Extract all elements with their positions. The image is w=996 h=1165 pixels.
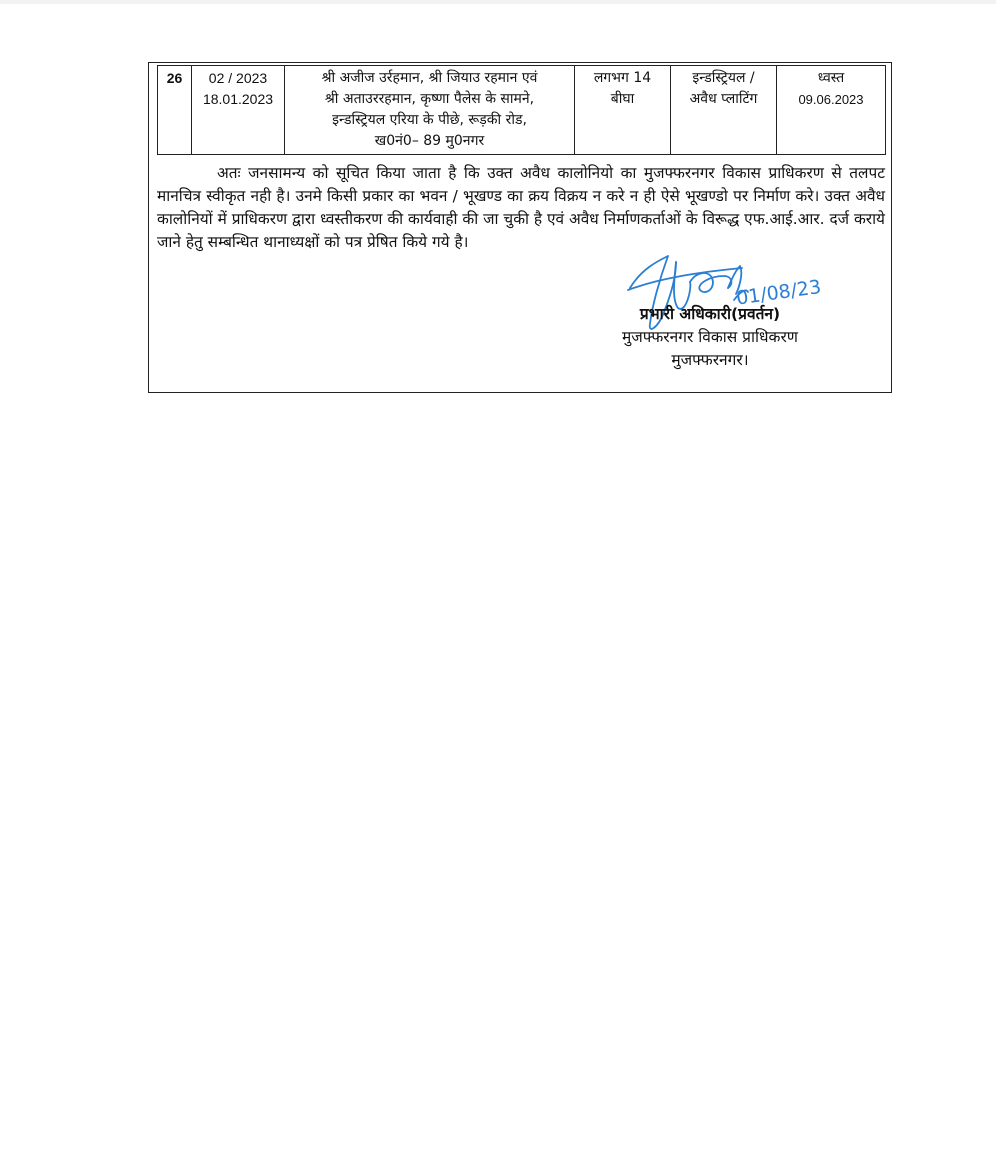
plot-type-line: इन्डस्ट्रियल / xyxy=(692,70,755,86)
plot-type-cell xyxy=(671,66,777,155)
owner-line: इन्डस्ट्रियल एरिया के पीछे, रूड़की रोड, xyxy=(332,112,527,128)
area-line: लगभग 14 xyxy=(593,70,652,86)
area-cell xyxy=(575,66,671,155)
public-notice-paragraph: अतः जनसामन्य को सूचित किया जाता है कि उक्त अवैध कालोनियो का मुजफ्फरनगर विकास प्राधिकरण से तलपट मानचित्र स्वीकृत नही है। उनमे किसी प्रकार का भवन / भूखण्ड का क्रय विक्रय न करे न ही ऐसे भूखण्डो पर निर्माण करे। उक्त अवैध कालोनियों में प्राधिकरण द्वारा ध्वस्तीकरण की कार्यवाही की जा चुकी है एवं अवैध निर्माणकर्ताओं के विरूद्ध एफ.आई.आर. दर्ज कराये जाने हेतु सम्बन्धित थानाध्यक्षों को पत्र प्रेषित किये गये है। xyxy=(157,164,885,251)
signatory-city: मुजफ्फरनगर। xyxy=(671,351,749,369)
reference-number: 02 / 2023 xyxy=(208,70,268,86)
table-row xyxy=(158,66,886,155)
owner-address-cell xyxy=(285,66,575,155)
signatory-organization: मुजफ्फरनगर विकास प्राधिकरण xyxy=(621,328,798,346)
plot-type-line: अवैध प्लाटिंग xyxy=(689,91,758,107)
status-label: ध्वस्त xyxy=(817,70,845,86)
status-date: 09.06.2023 xyxy=(798,92,864,107)
serial-number-cell: 26 xyxy=(158,66,192,155)
owner-line: ख0नं0– 89 मु0नगर xyxy=(374,133,485,149)
area-line: बीघा xyxy=(610,91,635,107)
reference-date: 18.01.2023 xyxy=(202,91,274,107)
records-table xyxy=(157,65,886,155)
signature-date: 01/08/23 xyxy=(734,275,823,310)
reference-cell xyxy=(192,66,285,155)
owner-line: श्री अजीज उर्रहमान, श्री जियाउ रहमान एवं xyxy=(321,70,538,86)
signatory-block xyxy=(560,303,860,372)
signatory-title: प्रभारी अधिकारी(प्रवर्तन) xyxy=(639,305,781,323)
owner-line: श्री अताउररहमान, कृष्णा पैलेस के सामने, xyxy=(324,91,535,107)
status-cell xyxy=(777,66,886,155)
